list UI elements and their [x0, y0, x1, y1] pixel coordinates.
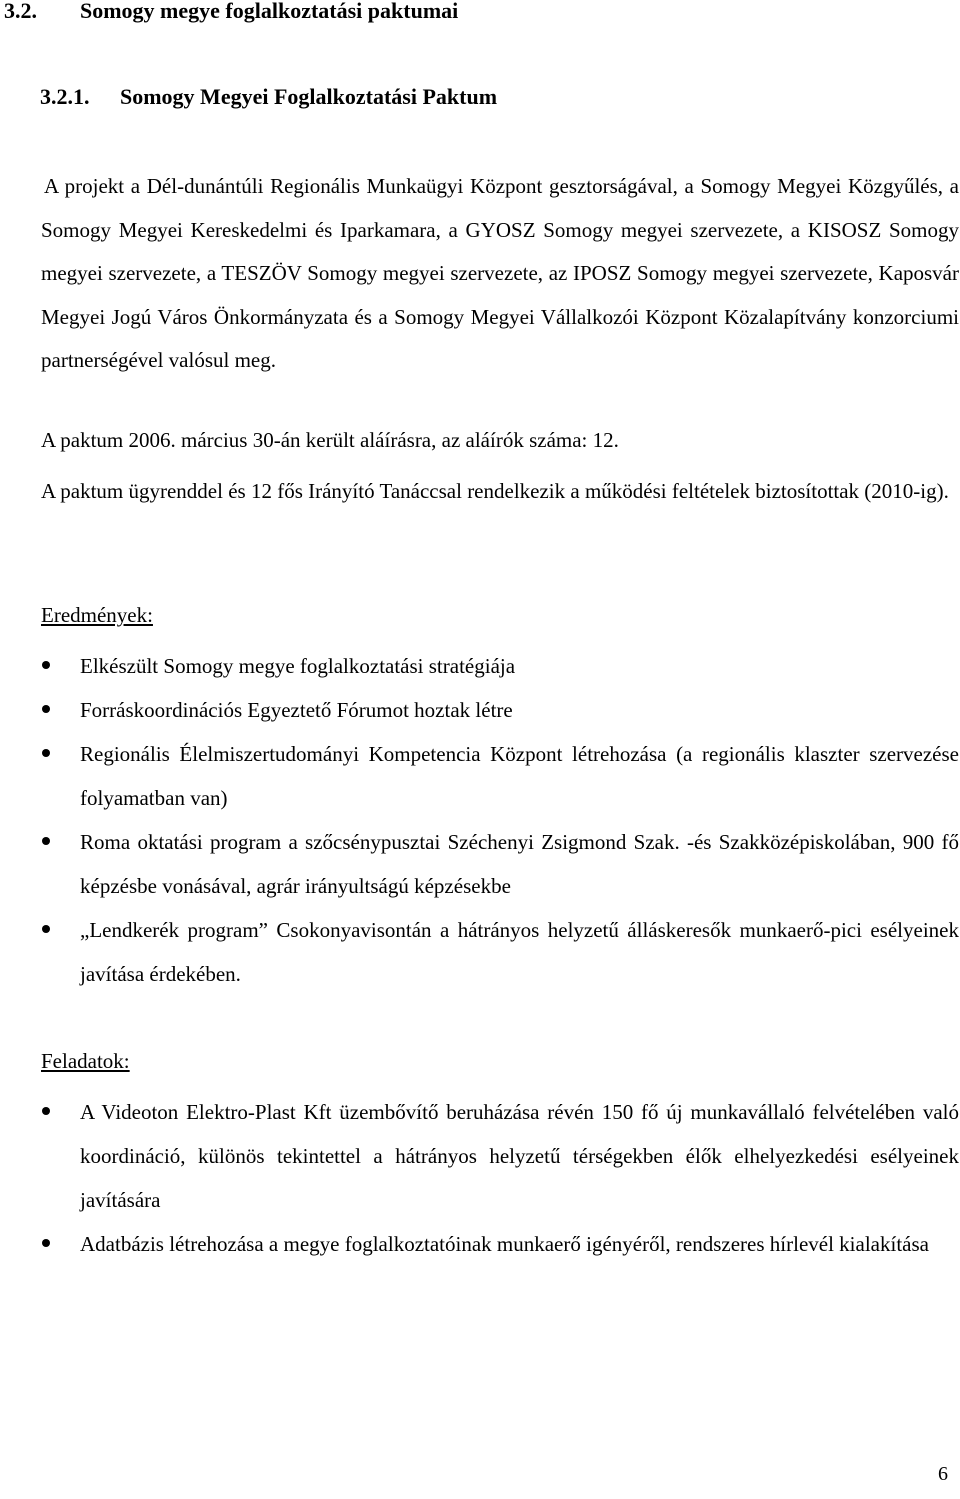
list-item [0, 1090, 959, 1222]
subsection-title: Somogy Megyei Foglalkoztatási Paktum [120, 84, 498, 109]
tasks-heading: Feladatok: [41, 1049, 130, 1073]
section-title: Somogy megye foglalkoztatási paktumai [80, 0, 459, 23]
signing-line: A paktum 2006. március 30-án került aláírásra, az aláírók száma: 12. [41, 428, 619, 452]
bullet-icon [42, 661, 50, 669]
list-item-text: Forráskoordinációs Egyeztető Fórumot hoztak létre [80, 698, 513, 722]
list-item [0, 820, 959, 908]
list-item-text: A Videoton Elektro-Plast Kft üzembővítő beruházása révén 150 fő új munkavállaló felvételében való koordináció, különös tekintettel a hátrányos helyzetű térségekben élők elhelyezkedési esélyeinek javítására [80, 1100, 959, 1212]
list-item-text: Roma oktatási program a szőcsénypusztai Széchenyi Zsigmond Szak. -és Szakközépiskolában, 900 fő képzésbe vonásával, agrár irányultságú képzésekbe [80, 830, 959, 898]
bullet-icon [42, 749, 50, 757]
list-item-text: Regionális Élelmiszertudományi Kompetencia Központ létrehozása (a regionális klaszter szervezése folyamatban van) [80, 742, 959, 810]
intro-paragraph: A projekt a Dél-dunántúli Regionális Munkaügyi Központ gesztorságával, a Somogy Megyei Közgyűlés, a Somogy Megyei Kereskedelmi és Iparkamara, a GYOSZ Somogy megyei szervezete, a KISOSZ Somogy megyei szervezete, a TESZÖV Somogy megyei szervezete, az IPOSZ Somogy megyei szervezete, Kaposvár Megyei Jogú Város Önkormányzata és a Somogy Megyei Vállalkozói Központ Közalapítvány konzorciumi partnerségével valósul meg. [41, 174, 959, 372]
bullet-icon [42, 1107, 50, 1115]
bullet-icon [42, 705, 50, 713]
results-heading: Eredmények: [41, 603, 153, 627]
list-item-text: Elkészült Somogy megye foglalkoztatási stratégiája [80, 654, 516, 678]
list-item-text: Adatbázis létrehozása a megye foglalkoztatóinak munkaerő igényéről, rendszeres hírlevél kialakítása [80, 1232, 929, 1256]
list-item-text: „Lendkerék program” Csokonyavisontán a hátrányos helyzetű álláskeresők munkaerő-pici esélyeinek javítása érdekében. [80, 918, 959, 986]
rules-paragraph: A paktum ügyrenddel és 12 fős Irányító Tanáccsal rendelkezik a működési feltételek biztosítottak (2010-ig). [41, 479, 949, 503]
list-item [0, 908, 959, 996]
list-item [0, 1222, 959, 1266]
bullet-icon [42, 837, 50, 845]
list-item [0, 732, 959, 820]
bullet-icon [42, 925, 50, 933]
bullet-icon [42, 1239, 50, 1247]
subsection-number: 3.2.1. [40, 84, 90, 109]
page-number: 6 [938, 1463, 948, 1485]
section-number: 3.2. [4, 0, 37, 23]
tasks-list [0, 1090, 960, 1266]
list-item [0, 644, 959, 688]
results-list [0, 644, 960, 996]
list-item [0, 688, 959, 732]
